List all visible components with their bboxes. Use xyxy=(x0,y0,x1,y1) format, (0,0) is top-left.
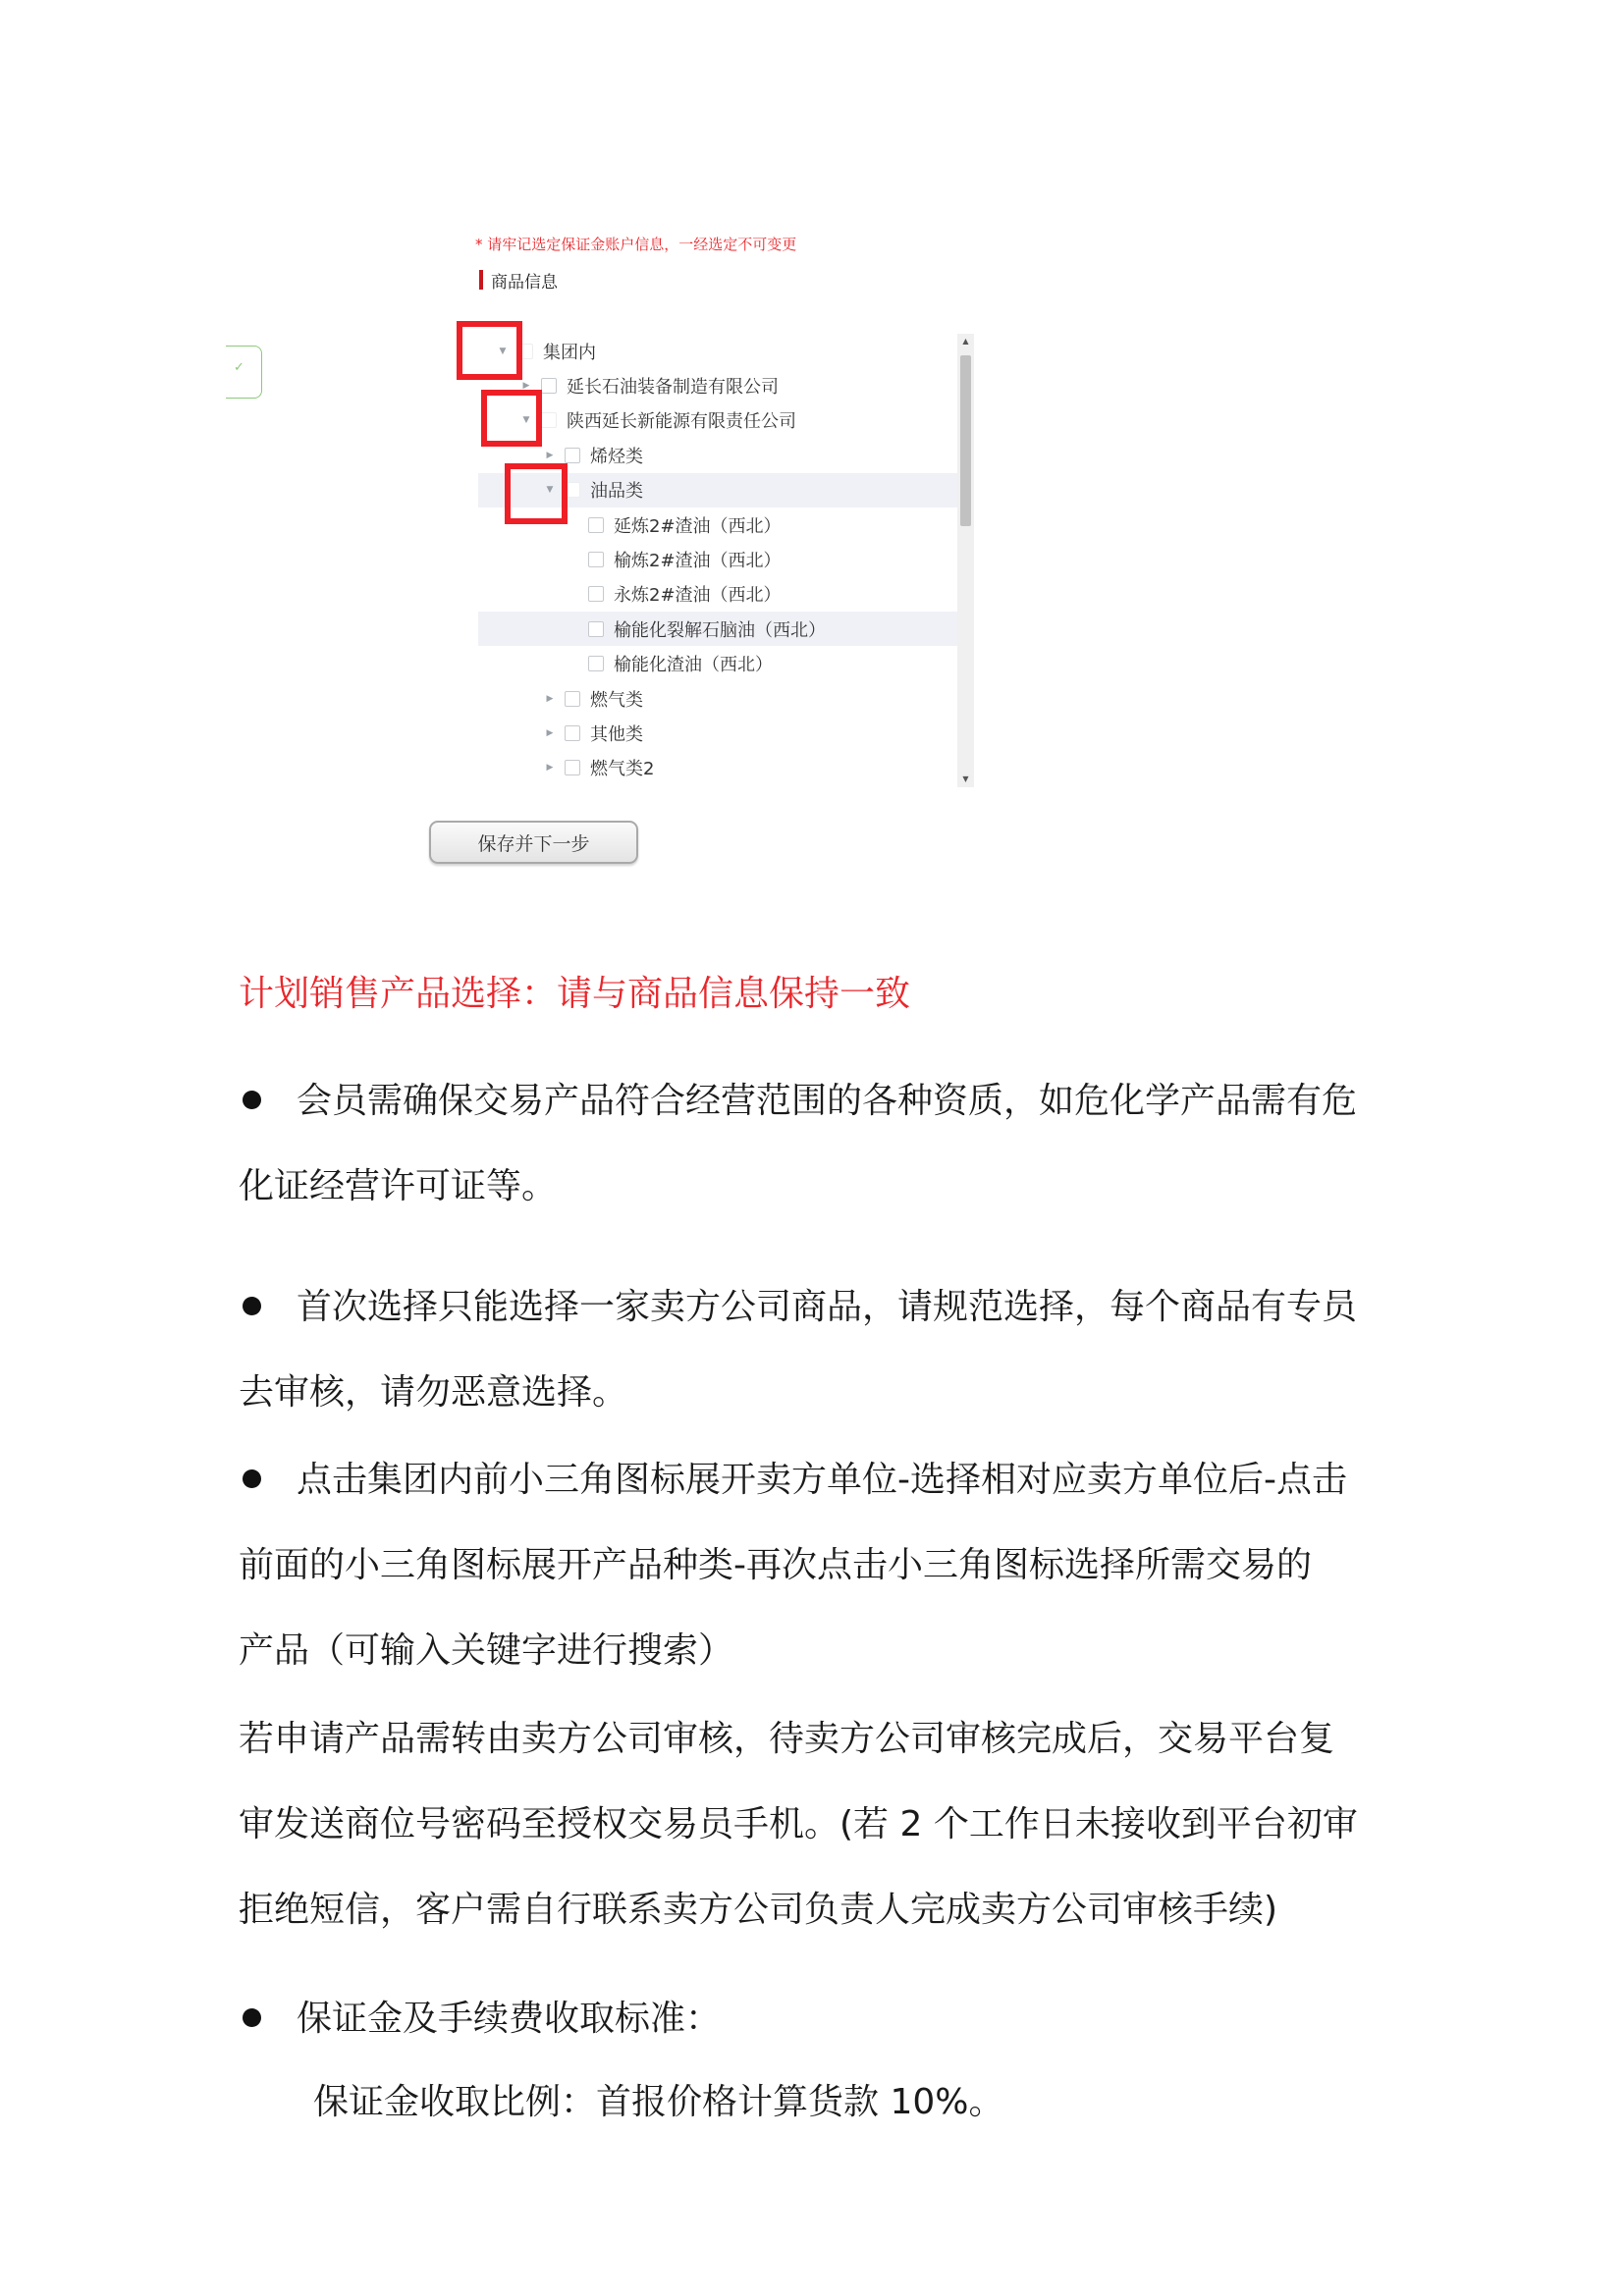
p3-line3: 产品（可输入关键字进行搜索） xyxy=(239,1630,734,1671)
caret-right-icon[interactable]: ▶ xyxy=(522,380,530,391)
checkbox[interactable] xyxy=(565,760,580,775)
tree-row[interactable] xyxy=(478,507,957,542)
caret-down-icon[interactable]: ▼ xyxy=(522,415,530,426)
doc-paragraph-review xyxy=(239,1696,1446,1952)
p3-line2: 前面的小三角图标展开产品种类-再次点击小三角图标选择所需交易的 xyxy=(239,1545,1312,1585)
doc-paragraph-qualification xyxy=(239,1058,1446,1229)
tree-row-label: 榆能化裂解石脑油（西北） xyxy=(614,619,826,641)
tree-row[interactable] xyxy=(478,577,957,612)
tree-row[interactable] xyxy=(478,403,957,438)
tree-row-label: 油品类 xyxy=(590,481,643,503)
tree-row[interactable] xyxy=(478,612,957,646)
product-tree[interactable] xyxy=(478,334,957,787)
tree-row[interactable] xyxy=(478,368,957,402)
account-notice: * 请牢记选定保证金账户信息，一经选定不可变更 xyxy=(475,236,797,253)
p1-line1: 会员需确保交易产品符合经营范围的各种资质，如危化学产品需有危 xyxy=(297,1081,1358,1121)
checkbox[interactable] xyxy=(565,725,580,741)
caret-right-icon[interactable]: ▶ xyxy=(546,727,554,738)
tree-row[interactable] xyxy=(478,334,957,368)
tree-row[interactable] xyxy=(478,751,957,785)
checkbox[interactable] xyxy=(565,482,580,498)
tree-row[interactable] xyxy=(478,542,957,576)
tree-row-label: 集团内 xyxy=(543,342,596,363)
tree-row[interactable] xyxy=(478,716,957,750)
section-marker xyxy=(479,270,483,290)
doc-paragraph-deposit-ratio: 保证金收取比例：首报价格计算货款 10%。 xyxy=(313,2082,1004,2122)
checkbox[interactable] xyxy=(541,412,557,428)
left-panel-edge xyxy=(226,346,262,399)
checkbox[interactable] xyxy=(588,621,604,637)
tree-row-label: 榆能化渣油（西北） xyxy=(614,655,773,676)
caret-right-icon[interactable]: ▶ xyxy=(546,450,554,460)
bullet-icon xyxy=(243,1297,261,1315)
tree-row[interactable] xyxy=(478,647,957,681)
scroll-down-icon[interactable]: ▼ xyxy=(962,774,969,783)
p4-line1: 若申请产品需转由卖方公司审核，待卖方公司审核完成后，交易平台复 xyxy=(239,1719,1335,1759)
doc-heading: 计划销售产品选择：请与商品信息保持一致 xyxy=(239,974,911,1014)
caret-down-icon[interactable]: ▼ xyxy=(546,485,554,496)
p5-text: 保证金及手续费收取标准： xyxy=(297,1999,722,2039)
scroll-up-icon[interactable]: ▲ xyxy=(962,337,969,346)
checkbox[interactable] xyxy=(588,586,604,602)
toggle-spacer xyxy=(567,657,580,670)
screenshot-region xyxy=(0,0,1624,883)
checkbox[interactable] xyxy=(588,656,604,671)
toggle-spacer xyxy=(567,587,580,601)
caret-down-icon[interactable]: ▼ xyxy=(499,346,507,356)
bullet-icon xyxy=(243,1469,261,1488)
tree-row-label: 其他类 xyxy=(590,723,643,745)
checkbox[interactable] xyxy=(565,448,580,463)
tree-row[interactable] xyxy=(478,681,957,716)
bullet-icon xyxy=(243,1091,261,1109)
tree-row[interactable] xyxy=(478,473,957,507)
toggle-spacer xyxy=(567,553,580,566)
tree-row[interactable] xyxy=(478,438,957,472)
tree-row-label: 烯烃类 xyxy=(590,446,643,467)
checkbox[interactable] xyxy=(565,691,580,707)
p2-line1: 首次选择只能选择一家卖方公司商品，请规范选择，每个商品有专员 xyxy=(297,1287,1358,1327)
doc-paragraph-fees xyxy=(239,1976,1446,2061)
tree-row-label: 延长石油装备制造有限公司 xyxy=(567,376,779,398)
save-and-next-button[interactable]: 保存并下一步 xyxy=(429,821,638,864)
doc-paragraph-first-choice xyxy=(239,1264,1446,1435)
caret-right-icon[interactable]: ▶ xyxy=(546,763,554,774)
p4-line3: 拒绝短信，客户需自行联系卖方公司负责人完成卖方公司审核手续) xyxy=(239,1890,1278,1930)
doc-paragraph-steps xyxy=(239,1437,1446,1693)
bullet-icon xyxy=(243,2008,261,2027)
caret-right-icon[interactable]: ▶ xyxy=(546,693,554,704)
tree-row-label: 陕西延长新能源有限责任公司 xyxy=(567,411,796,433)
tree-row-label: 延炼2#渣油（西北） xyxy=(614,515,782,537)
scroll-thumb[interactable] xyxy=(960,355,971,526)
tree-row-label: 榆炼2#渣油（西北） xyxy=(614,550,782,571)
p1-line2: 化证经营许可证等。 xyxy=(239,1166,558,1206)
section-title xyxy=(479,269,558,291)
p3-line1: 点击集团内前小三角图标展开卖方单位-选择相对应卖方单位后-点击 xyxy=(297,1460,1347,1500)
tree-scrollbar[interactable] xyxy=(957,334,974,787)
toggle-spacer xyxy=(567,518,580,532)
checkbox[interactable] xyxy=(588,552,604,567)
checkbox[interactable] xyxy=(541,378,557,394)
checkbox[interactable] xyxy=(517,344,533,359)
p4-line2: 审发送商位号密码至授权交易员手机。(若 2 个工作日未接收到平台初审 xyxy=(239,1804,1358,1844)
tree-row-label: 燃气类2 xyxy=(590,759,655,780)
toggle-spacer xyxy=(567,622,580,636)
checkbox[interactable] xyxy=(588,517,604,533)
p2-line2: 去审核，请勿恶意选择。 xyxy=(239,1372,628,1413)
tree-row-label: 燃气类 xyxy=(590,689,643,711)
check-icon: ✓ xyxy=(234,360,244,375)
section-title-text: 商品信息 xyxy=(491,272,558,293)
tree-row-label: 永炼2#渣油（西北） xyxy=(614,585,782,607)
